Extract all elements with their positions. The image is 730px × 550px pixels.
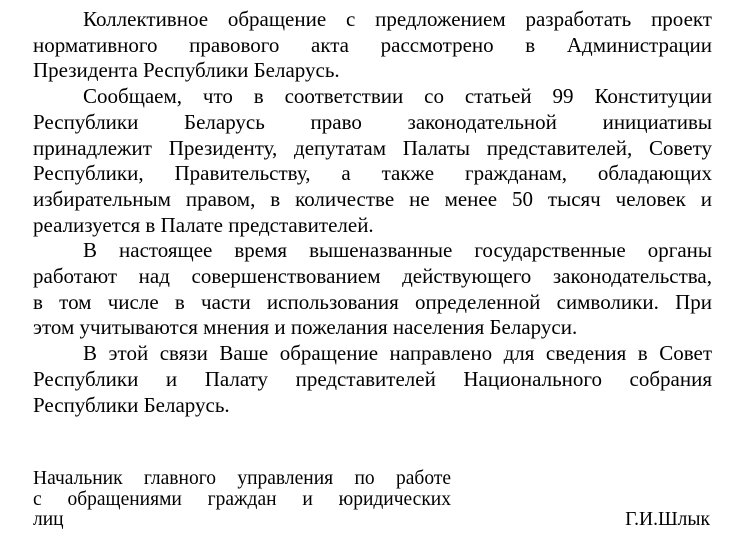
text-line: в том числе в части использования определенной символики. При <box>33 289 712 314</box>
text-line: избирательным правом, в количестве не менее 50 тысяч человек и <box>33 186 712 211</box>
paragraph <box>33 238 712 341</box>
text-line: В настоящее время вышеназванные государственные органы <box>83 238 712 263</box>
text-line: нормативного правового акта рассмотрено в Администрации <box>33 32 712 57</box>
text-line: Республики Беларусь. <box>33 392 230 417</box>
text-line: Сообщаем, что в соответствии со статьей 99 Конституции <box>83 84 712 109</box>
text-line: Республики Беларусь право законодательной инициативы <box>33 109 712 134</box>
text-line: В этой связи Ваше обращение направлено для сведения в Совет <box>83 341 712 366</box>
letter-body <box>33 7 712 418</box>
signature-position-line: лиц <box>33 509 64 530</box>
text-line: работают над совершенствованием действующего законодательства, <box>33 264 712 289</box>
paragraph <box>33 341 712 418</box>
text-line: Республики и Палату представителей Национального собрания <box>33 366 712 391</box>
text-line: этом учитываются мнения и пожелания населения Беларуси. <box>33 315 578 340</box>
paragraph <box>33 84 712 238</box>
signature-position <box>33 469 451 531</box>
signer-name: Г.И.Шлык <box>625 509 710 530</box>
signature-position-line: Начальник главного управления по работе <box>33 468 451 489</box>
signature-position-line: с обращениями граждан и юридических <box>33 488 451 510</box>
text-line: реализуется в Палате представителей. <box>33 212 374 237</box>
text-line: Республики, Правительству, а также гражданам, обладающих <box>33 161 712 186</box>
paragraph <box>33 7 712 84</box>
text-line: принадлежит Президенту, депутатам Палаты представителей, Совету <box>33 135 712 160</box>
text-line: Коллективное обращение с предложением разработать проект <box>83 7 712 31</box>
text-line: Президента Республики Беларусь. <box>33 58 340 83</box>
